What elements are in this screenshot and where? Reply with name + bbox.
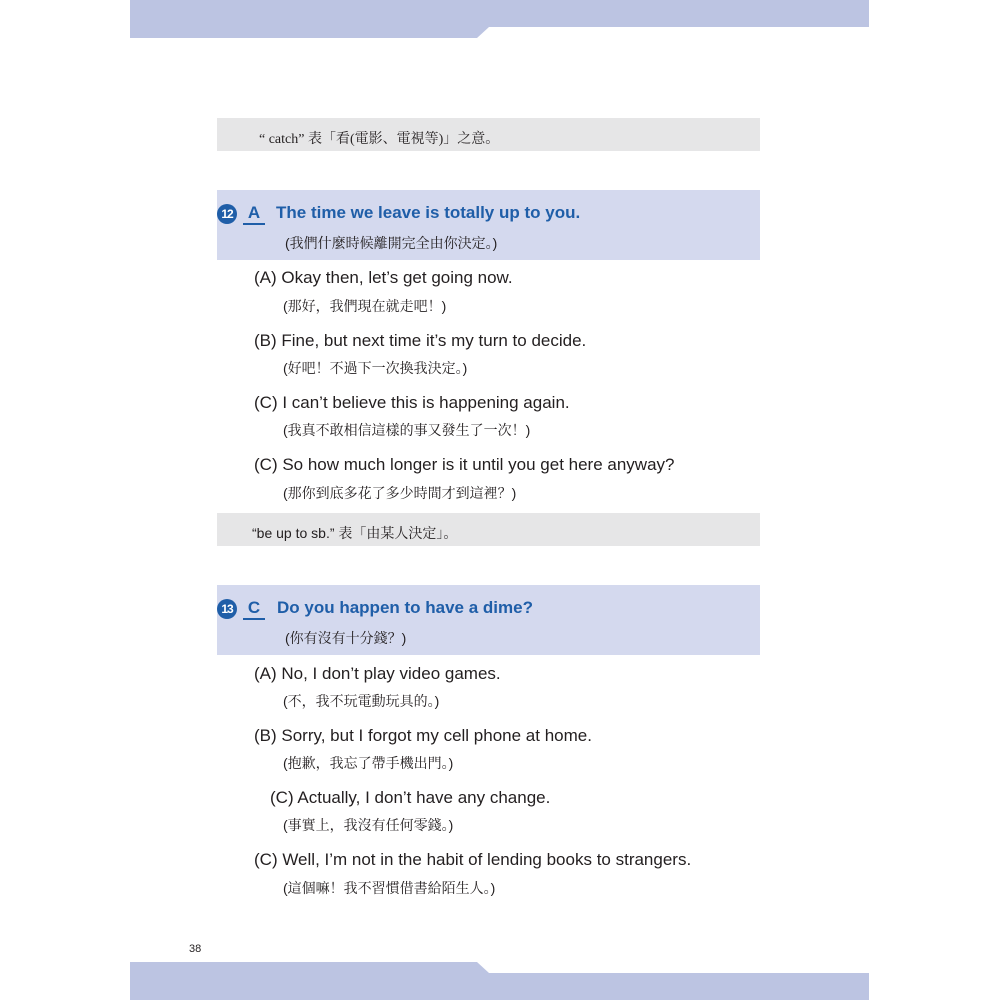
question-translation: (我們什麼時候離開完全由你決定。) [285, 235, 498, 251]
question-13-box [217, 585, 760, 655]
option-b: (B) Sorry, but I forgot my cell phone at home. [254, 726, 592, 745]
option-d: (C) So how much longer is it until you get here anyway? [254, 455, 675, 474]
footer-band-notch [477, 962, 869, 973]
note-text: “be up to sb.” 表「由某人決定」。 [252, 525, 458, 541]
answer-letter: C [243, 598, 265, 620]
option-c: (C) Actually, I don’t have any change. [270, 788, 551, 807]
question-text: The time we leave is totally up to you. [276, 203, 581, 222]
note-box-catch [217, 118, 760, 151]
note-text: “ catch” 表「看(電影、電視等)」之意。 [259, 132, 500, 147]
option-d: (C) Well, I’m not in the habit of lending books to strangers. [254, 850, 692, 869]
page-number: 38 [189, 943, 202, 955]
option-d-translation: (那你到底多花了多少時間才到這裡？) [283, 485, 517, 501]
option-b-translation: (好吧！不過下一次換我決定。) [283, 360, 468, 376]
option-b: (B) Fine, but next time it’s my turn to decide. [254, 331, 587, 350]
question-12-box [217, 190, 760, 260]
option-c: (C) I can’t believe this is happening again. [254, 393, 570, 412]
option-a: (A) Okay then, let’s get going now. [254, 268, 513, 287]
option-b-translation: (抱歉，我忘了帶手機出門。) [283, 755, 454, 771]
option-c-translation: (我真不敢相信這樣的事又發生了一次！) [283, 422, 531, 438]
question-number-badge: 12 [217, 204, 237, 224]
question-translation: (你有沒有十分錢？) [285, 630, 407, 646]
option-a-translation: (不，我不玩電動玩具的。) [283, 693, 440, 709]
question-text: Do you happen to have a dime? [277, 598, 533, 617]
question-number-badge: 13 [217, 599, 237, 619]
note-box-up-to [217, 513, 760, 546]
option-d-translation: (這個嘛！我不習慣借書給陌生人。) [283, 880, 496, 896]
header-band-notch [477, 27, 869, 38]
option-c-translation: (事實上，我沒有任何零錢。) [283, 817, 454, 833]
option-a: (A) No, I don’t play video games. [254, 664, 501, 683]
option-a-translation: (那好，我們現在就走吧！) [283, 298, 447, 314]
answer-letter: A [243, 203, 265, 225]
